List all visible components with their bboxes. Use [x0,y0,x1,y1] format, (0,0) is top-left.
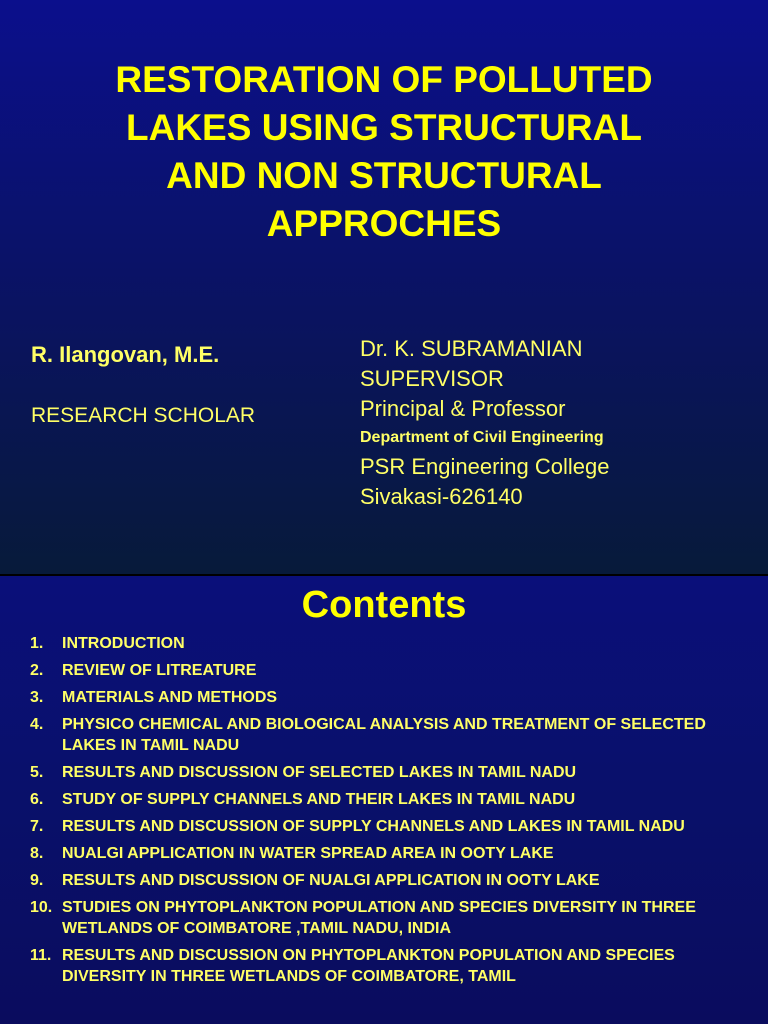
list-item [0,789,768,810]
supervisor-designation: Principal & Professor [360,396,566,421]
item-text: PHYSICO CHEMICAL AND BIOLOGICAL ANALYSIS AND TREATMENT OF SELECTED LAKES IN TAMIL NADU [62,716,706,754]
contents-title: Contents [301,584,467,626]
list-item [0,687,768,708]
title-line: AND NON STRUCTURAL [166,155,602,196]
item-text: RESULTS AND DISCUSSION OF NUALGI APPLICATION IN OOTY LAKE [62,872,600,889]
item-number: 2. [30,662,44,679]
item-number: 10. [30,899,53,916]
item-text: NUALGI APPLICATION IN WATER SPREAD AREA IN OOTY LAKE [62,845,554,862]
item-number: 7. [30,818,44,835]
supervisor-block [360,334,610,512]
title-line: APPROCHES [266,203,502,244]
item-number: 6. [30,791,44,808]
item-number: 4. [30,716,44,733]
item-text: MATERIALS AND METHODS [62,689,278,706]
title-line: RESTORATION OF POLLUTED [115,59,653,100]
contents-list [0,633,768,993]
list-item [0,633,768,654]
scholar-name: R. Ilangovan, M.E. [31,342,220,367]
list-item [0,897,768,939]
list-item [0,816,768,837]
supervisor-name: Dr. K. SUBRAMANIAN [360,336,583,361]
supervisor-place: Sivakasi-626140 [360,484,523,509]
slide-title [0,56,768,248]
item-text: STUDY OF SUPPLY CHANNELS AND THEIR LAKES IN TAMIL NADU [62,791,576,808]
supervisor-college: PSR Engineering College [360,454,610,479]
list-item [0,843,768,864]
list-item [0,870,768,891]
item-number: 9. [30,872,44,889]
scholar-role: RESEARCH SCHOLAR [31,404,256,427]
contents-slide [0,576,768,1024]
item-text: REVIEW OF LITREATURE [62,662,257,679]
list-item [0,660,768,681]
item-number: 8. [30,845,44,862]
item-number: 1. [30,635,44,652]
list-item [0,945,768,987]
item-number: 11. [30,947,52,964]
item-text: RESULTS AND DISCUSSION OF SELECTED LAKES IN TAMIL NADU [62,764,577,781]
supervisor-role: SUPERVISOR [360,366,504,391]
list-item [0,714,768,756]
item-number: 3. [30,689,44,706]
title-line: LAKES USING STRUCTURAL [126,107,642,148]
item-text: RESULTS AND DISCUSSION OF SUPPLY CHANNELS AND LAKES IN TAMIL NADU [62,818,685,835]
item-number: 5. [30,764,44,781]
scholar-block [31,342,255,428]
item-text: RESULTS AND DISCUSSION ON PHYTOPLANKTON POPULATION AND SPECIES DIVERSITY IN THREE WETLANDS OF COIMBATORE, TAMIL [62,947,675,985]
item-text: STUDIES ON PHYTOPLANKTON POPULATION AND SPECIES DIVERSITY IN THREE WETLANDS OF COIMBATORE ,TAMIL NADU, INDIA [62,899,696,937]
item-text: INTRODUCTION [62,635,185,652]
supervisor-department: Department of Civil Engineering [360,429,604,446]
list-item [0,762,768,783]
